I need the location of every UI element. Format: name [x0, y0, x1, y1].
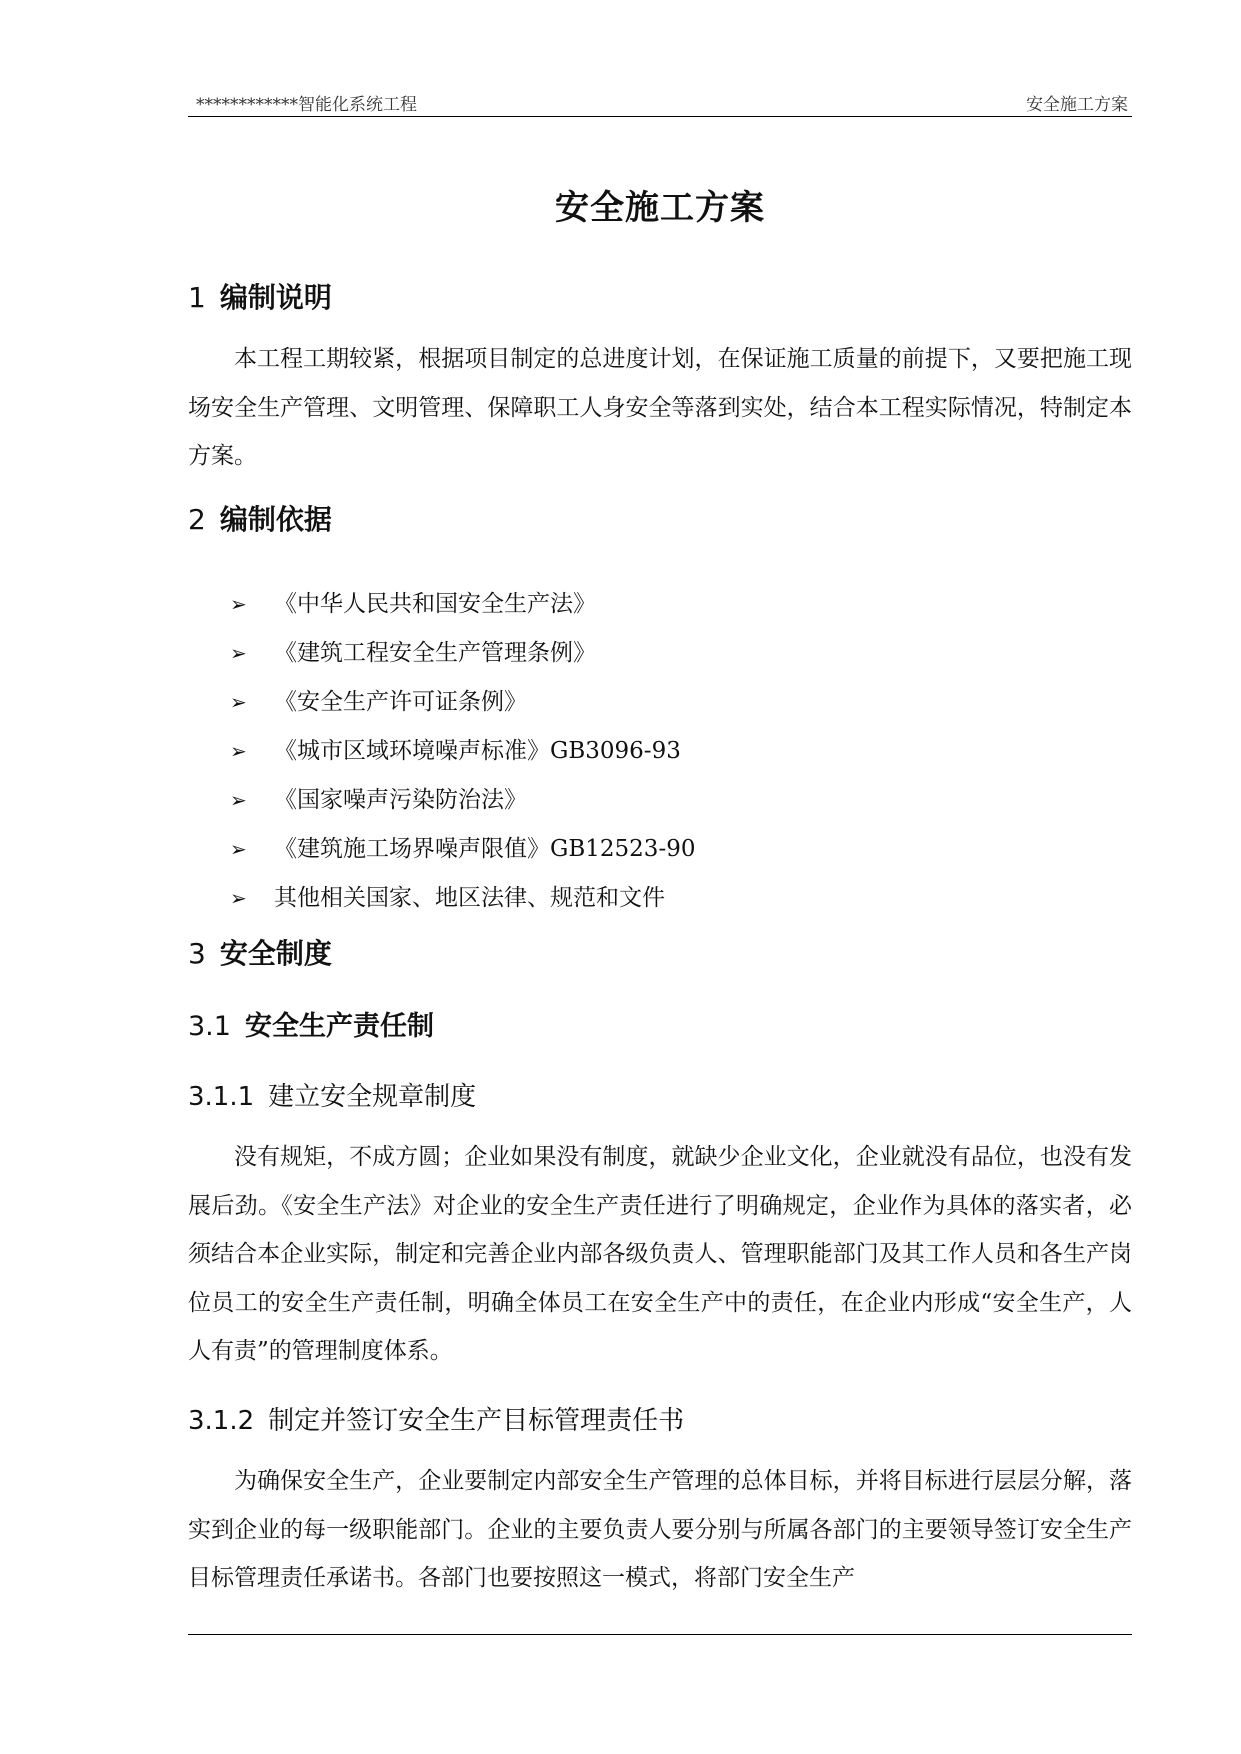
section-heading-3: [188, 932, 332, 972]
section-title: 编制说明: [219, 281, 332, 314]
list-item: [230, 825, 695, 874]
list-item-text: 《建筑工程安全生产管理条例》: [274, 640, 596, 666]
arrow-bullet-icon: ➢: [230, 641, 247, 665]
subsection-title: 安全生产责任制: [244, 1011, 434, 1042]
arrow-bullet-icon: ➢: [230, 837, 247, 861]
list-item: [230, 580, 695, 629]
arrow-bullet-icon: ➢: [230, 886, 247, 910]
subsubsection-number: 3.1.1: [188, 1082, 255, 1112]
subsubsection-title: 建立安全规章制度: [268, 1082, 477, 1112]
list-item: [230, 629, 695, 678]
footer-divider: [188, 1634, 1132, 1635]
subsection-number: 3.1: [188, 1011, 231, 1042]
section-title: 安全制度: [219, 937, 332, 970]
arrow-bullet-icon: ➢: [230, 788, 247, 812]
section-heading-1: [188, 276, 332, 316]
intro-paragraph: 本工程工期较紧，根据项目制定的总进度计划，在保证施工质量的前提下，又要把施工现场安全生产管理、文明管理、保障职工人身安全等落到实处，结合本工程实际情况，特制定本方案。: [188, 346, 1132, 469]
subsubsection-number: 3.1.2: [188, 1406, 255, 1436]
list-item: [230, 678, 695, 727]
list-item-text: 《国家噪声污染防治法》: [274, 787, 527, 813]
list-item-text: 《建筑施工场界噪声限值》GB12523-90: [274, 836, 696, 862]
list-item: [230, 776, 695, 825]
page-header: [188, 88, 1132, 117]
subsubsection-heading-1: [188, 1076, 476, 1113]
section-number: 3: [188, 937, 206, 970]
section-heading-2: [188, 498, 332, 538]
header-project-name: ************智能化系统工程: [196, 95, 417, 115]
arrow-bullet-icon: ➢: [230, 690, 247, 714]
list-item-text: 《中华人民共和国安全生产法》: [274, 591, 596, 617]
list-item-text: 《安全生产许可证条例》: [274, 689, 527, 715]
list-item: [230, 874, 695, 923]
arrow-bullet-icon: ➢: [230, 592, 247, 616]
list-item-text: 《城市区域环境噪声标准》GB3096-93: [274, 738, 681, 764]
list-item: [230, 727, 695, 776]
body-paragraph: 没有规矩，不成方圆；企业如果没有制度，就缺少企业文化，企业就没有品位，也没有发展后劲。《安全生产法》对企业的安全生产责任进行了明确规定，企业作为具体的落实者，必须结合本企业实际，制定和完善企业内部各级负责人、管理职能部门及其工作人员和各生产岗位员工的安全生产责任制，明确全体员工在安全生产中的责任，在企业内形成“安全生产，人人有责”的管理制度体系。: [188, 1144, 1132, 1364]
header-document-title: 安全施工方案: [1026, 95, 1128, 115]
subsubsection-title: 制定并签订安全生产目标管理责任书: [268, 1406, 685, 1436]
basis-list: [230, 580, 695, 923]
document-title: 安全施工方案: [555, 188, 765, 228]
section-number: 2: [188, 503, 206, 536]
body-paragraph: 为确保安全生产，企业要制定内部安全生产管理的总体目标，并将目标进行层层分解，落实到企业的每一级职能部门。企业的主要负责人要分别与所属各部门的主要领导签订安全生产目标管理责任承诺书。各部门也要按照这一模式，将部门安全生产: [188, 1468, 1132, 1591]
subsubsection-heading-2: [188, 1400, 684, 1437]
section-title: 编制依据: [219, 503, 332, 536]
subsection-heading: [188, 1004, 434, 1043]
section-number: 1: [188, 281, 206, 314]
arrow-bullet-icon: ➢: [230, 739, 247, 763]
list-item-text: 其他相关国家、地区法律、规范和文件: [274, 885, 665, 911]
